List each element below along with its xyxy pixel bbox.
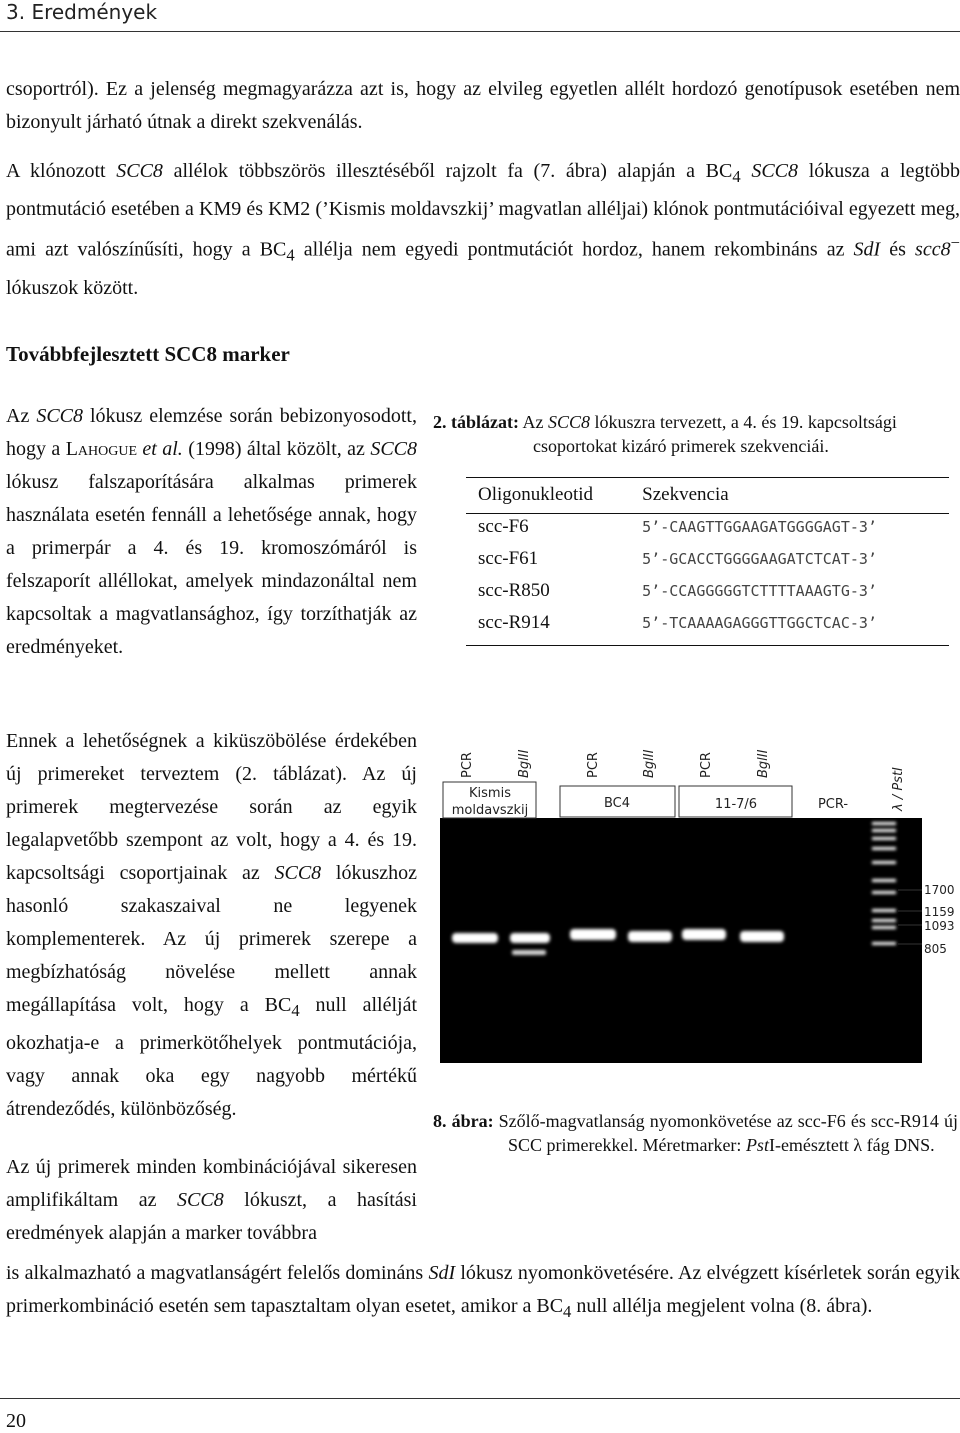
ladder-band: [872, 861, 896, 864]
ladder-band: [872, 847, 896, 850]
table-header-row: [466, 479, 949, 511]
gel-band: [570, 929, 616, 940]
intro-paragraph-1: csoportról). Ez a jelenség megmagyarázza azt is, hogy az elvileg egyetlen allélt hordozó genotípusok esetében nem bizonyult járható útnak a direkt szekvenálás.: [6, 78, 960, 133]
ladder-band: [872, 942, 896, 945]
group-label-moldavszkij: moldavszkij: [451, 803, 529, 818]
left-paragraph-3: Az új primerek minden kombinációjával sikeresen amplifikáltam az SCC8 lókuszt, a hasítási eredmények alapján a marker továbbra: [6, 1156, 417, 1244]
intro-paragraph-2: A klónozott SCC8 allélok többszörös illesztéséből rajzolt fa (7. ábra) alapján a $BC_4$ SCC8 lókusza a legtöbb pontmutáció esetében a KM9 és KM2 (’Kismis moldavszkij’ magvatlan alléljai) klónok pontmutációival egyezett meg, ami azt valószínűsíti, hogy a $BC_4$ allélja nem egyedi pontmutációt hordoz, hanem rekombináns az SdI és scc8− lókuszok között.: [6, 160, 960, 299]
section-title: Továbbfejlesztett SCC8 marker: [6, 342, 290, 366]
ladder-band: [872, 837, 896, 840]
group-label-bc4: BC4: [603, 796, 631, 811]
table-header-sequence: Szekvencia: [642, 484, 729, 505]
footer-rule: [0, 1398, 960, 1399]
gel-band: [740, 931, 784, 942]
marker-size-1159: 1159: [924, 905, 955, 919]
marker-size-1700: 1700: [924, 883, 955, 897]
ladder-band: [872, 919, 896, 922]
left-paragraph-2: Ennek a lehetőségnek a kiküszöbölése érdekében új primereket terveztem (2. táblázat). Az új primerek megtervezése során az egyik legalapvetőbb szempont az volt, hogy a 4. és 19. kapcsoltsági csoportjainak az SCC8 lókuszhoz hasonló szakaszaival ne legyenek komplementerek. Az új primerek szerepe a megbízhatóság növelése mellett annak megállapítása volt, hogy a $BC_4$ null allélját okozhatja-e a primerkötőhelyek pontmutációja, vagy annak oka egy nagyobb mértékű átrendeződés, különbözőség.: [6, 730, 418, 1120]
primer-table: [466, 479, 949, 639]
figure-caption: 8. ábra: Szőlő-magvatlanság nyomonkövetése az scc-F6 és scc-R914 új SCC primerekkel. Méretmarker: PstI-emésztett λ fág DNS.: [433, 1111, 958, 1155]
group-label-pcr-neg: PCR-: [817, 797, 849, 812]
chapter-header: 3. Eredmények: [6, 0, 158, 24]
left-paragraph-1: Az SCC8 lókusz elemzése során bebizonyosodott, hogy a Lahogue et al. (1998) által közölt, az SCC8 lókusz falszaporítására alkalmas primerek használata esetén fennáll a lehetősége annak, hogy a primerpár a 4. és 19. kromoszómáról is felszaporít alléllokat, amelyek mindazonáltal nem kapcsoltak a magvatlansághoz, így torzíthatják az eredményeket.: [6, 405, 417, 658]
lane-label-5: PCR: [699, 752, 714, 778]
table-row: scc-R914 5’-TCAAAAGAGGGTTGGCTCAC-3’: [478, 612, 877, 633]
lane-label-1: PCR: [460, 752, 475, 778]
table-caption: 2. táblázat: Az SCC8 lókuszra tervezett, a 4. és 19. kapcsoltsági csoportokat kizáró primerek szekvenciái.: [433, 412, 897, 456]
group-label-kismis: Kismis: [469, 786, 511, 801]
marker-label: λ / PstI: [891, 767, 906, 811]
header-rule: [0, 31, 960, 32]
group-label-117: 11-7/6: [714, 797, 758, 812]
page-number: 20: [6, 1410, 26, 1432]
ladder-band: [872, 891, 896, 894]
table-row: scc-R850 5’-CCAGGGGGTCTTTTAAAGTG-3’: [478, 580, 877, 601]
ladder-band: [872, 909, 896, 912]
table-row: scc-F6 5’-CAAGTTGGAAGATGGGGAGT-3’: [478, 516, 877, 537]
marker-size-1093: 1093: [924, 919, 955, 933]
lane-label-6: BglII: [756, 749, 771, 778]
table-mid-rule: [466, 513, 949, 514]
marker-size-805: 805: [924, 942, 947, 956]
gel-figure: [440, 745, 958, 1075]
table-header-oligo: Oligonukleotid: [478, 484, 594, 505]
ladder-band: [872, 879, 896, 882]
lane-label-3: PCR: [586, 752, 601, 778]
ladder-band: [872, 926, 896, 929]
ladder-band: [872, 829, 896, 832]
table-bottom-rule: [466, 645, 949, 646]
gel-band: [452, 933, 498, 943]
lane-label-4: BglII: [642, 749, 657, 778]
lane-label-2: BglII: [517, 749, 532, 778]
ladder-band: [872, 822, 896, 825]
outro-paragraph: is alkalmazható a magvatlanságért felelős domináns SdI lókusz nyomonkövetésére. Az elvégzett kísérletek során egyik primerkombináció esetén sem tapasztaltam olyan esetet, amikor a $BC_4$ null allélja megjelent volna (8. ábra).: [6, 1262, 960, 1321]
table-row: scc-F61 5’-GCACCTGGGGAAGATCTCAT-3’: [478, 548, 877, 569]
table-top-rule: [466, 477, 949, 478]
gel-band: [510, 933, 550, 943]
gel-band: [512, 950, 546, 955]
gel-band: [628, 931, 672, 942]
gel-band: [682, 929, 726, 940]
